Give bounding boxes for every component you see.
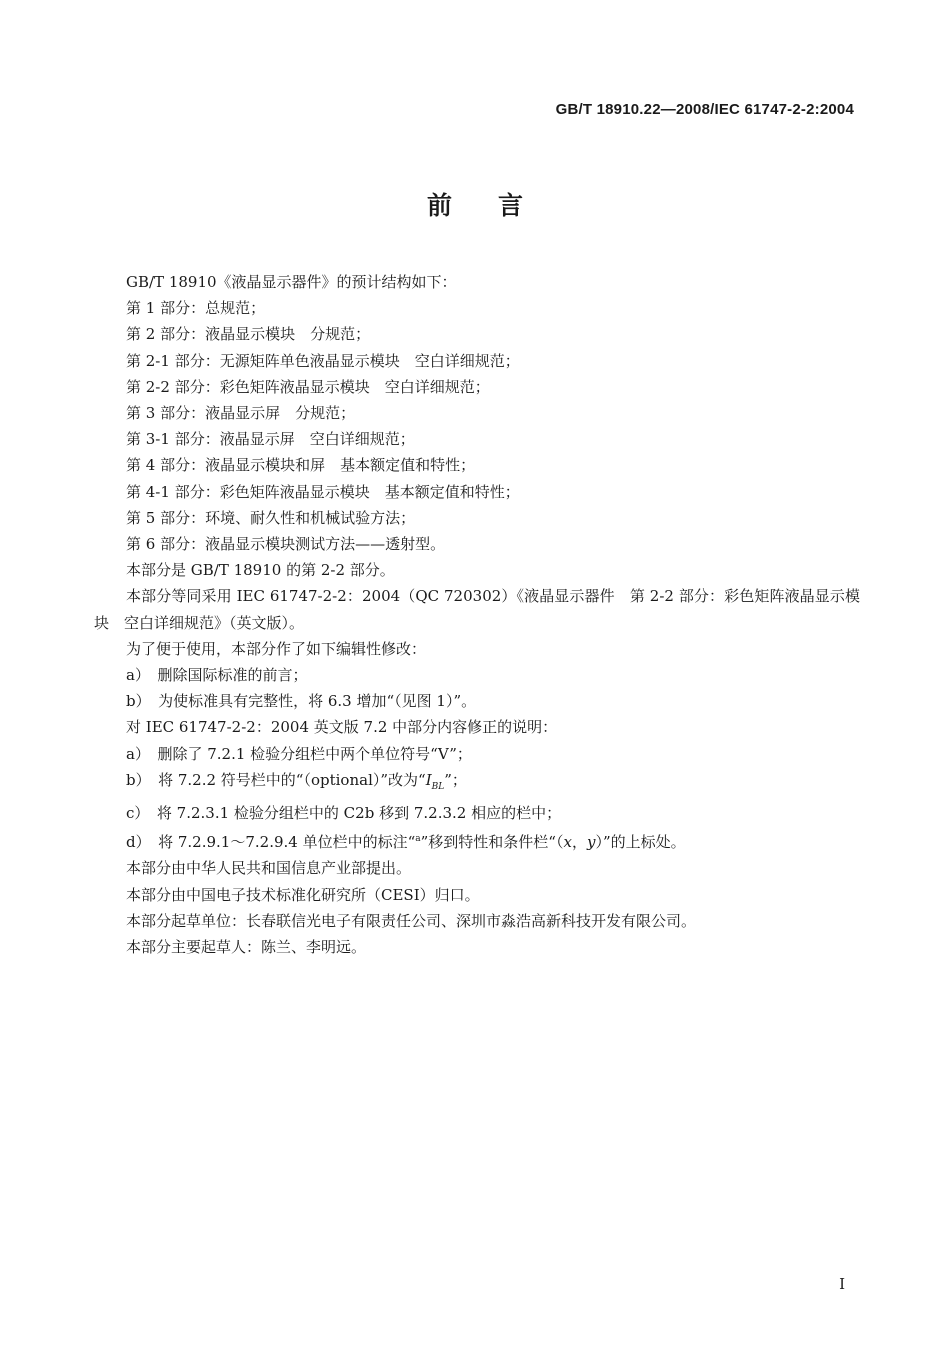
paragraph-editorial-changes: 为了便于使用，本部分作了如下编辑性修改： (126, 639, 427, 658)
correction-d-suffix: ）”的上标处。 (595, 833, 686, 852)
correction-b-suffix: ”； (444, 770, 467, 789)
variable-y: y (586, 833, 596, 852)
list-item-correction-d (94, 826, 860, 855)
paragraph-structure-intro: GB/T 18910《液晶显示器件》的预计结构如下： (126, 273, 457, 291)
paragraph-proposed-by: 本部分由中华人民共和国信息产业部提出。 (126, 859, 412, 878)
paragraph-equivalent-adoption: 本部分等同采用 IEC 61747-2-2：2004（QC 720302）《液晶显示器件 第 2-2 部分：彩色矩阵液晶显示模块 空白详细规范》（英文版）。 (94, 587, 860, 632)
paragraph-drafters: 本部分主要起草人：陈兰、李明远。 (126, 938, 367, 957)
page-title: 前言 (426, 191, 569, 220)
list-item-change-b: b） 为使标准具有完整性，将 6.3 增加“（见图 1）”。 (126, 692, 477, 711)
paragraph-this-part: 本部分是 GB/T 18910 的第 2-2 部分。 (126, 561, 395, 580)
correction-d-text: d） 将 7.2.9.1～7.2.9.4 单位栏中的标注“ (126, 833, 416, 852)
correction-d-comma: ， (571, 833, 587, 852)
list-item-part-1: 第 1 部分：总规范； (126, 299, 266, 318)
paragraph-centralized-by: 本部分由中国电子技术标准化研究所（CESI）归口。 (126, 885, 480, 904)
list-item-part-4-1: 第 4-1 部分：彩色矩阵液晶显示模块 基本额定值和特性； (126, 482, 520, 501)
ibl-subscript: BL (431, 781, 445, 792)
list-item-part-4: 第 4 部分：液晶显示模块和屏 基本额定值和特性； (126, 456, 476, 475)
list-item-part-3: 第 3 部分：液晶显示屏 分规范； (126, 404, 356, 423)
superscript-a: a (415, 834, 421, 845)
variable-i: I (425, 770, 432, 789)
list-item-correction-a: a） 删除了 7.2.1 检验分组栏中两个单位符号“V”； (126, 744, 472, 763)
paragraph-drafting-units: 本部分起草单位：长春联信光电子有限责任公司、深圳市淼浩高新科技开发有限公司。 (126, 911, 697, 930)
list-item-part-2-2: 第 2-2 部分：彩色矩阵液晶显示模块 空白详细规范； (126, 377, 490, 396)
correction-d-middle: ”移到特性和条件栏“（ (420, 833, 564, 852)
standard-code-header: GB/T 18910.22—2008/IEC 61747-2-2:2004 (555, 101, 854, 118)
list-item-correction-b (94, 767, 860, 800)
list-item-part-2: 第 2 部分：液晶显示模块 分规范； (126, 325, 371, 344)
list-item-change-a: a） 删除国际标准的前言； (126, 666, 308, 685)
list-item-part-2-1: 第 2-1 部分：无源矩阵单色液晶显示模块 空白详细规范； (126, 351, 520, 370)
paragraph-corrections: 对 IEC 61747-2-2：2004 英文版 7.2 中部分内容修正的说明： (126, 718, 558, 737)
list-item-part-3-1: 第 3-1 部分：液晶显示屏 空白详细规范； (126, 430, 415, 449)
list-item-part-6: 第 6 部分：液晶显示模块测试方法——透射型。 (126, 535, 446, 554)
document-body (94, 269, 860, 960)
page-number: I (839, 1275, 845, 1293)
correction-b-text: b） 将 7.2.2 符号栏中的“（optional）”改为“ (126, 770, 426, 789)
list-item-correction-c: c） 将 7.2.3.1 检验分组栏中的 C2b 移到 7.2.3.2 相应的栏中； (126, 804, 562, 823)
list-item-part-5: 第 5 部分：环境、耐久性和机械试验方法； (126, 508, 416, 527)
variable-x: x (563, 833, 572, 852)
